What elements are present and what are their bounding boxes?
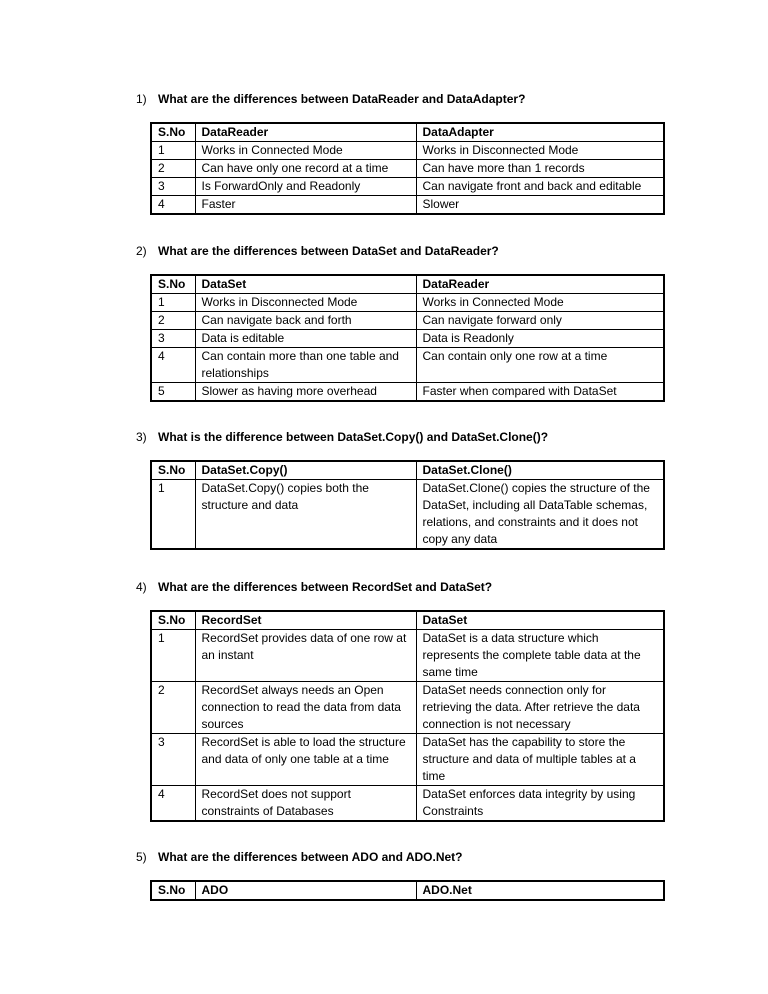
cell-sno: 2 (151, 160, 195, 178)
cell-col-b: Can have more than 1 records (416, 160, 664, 178)
cell-sno: 5 (151, 383, 195, 402)
cell-col-a: Can contain more than one table and relationships (195, 348, 416, 383)
cell-col-b: DataSet has the capability to store the structure and data of multiple tables at a time (416, 734, 664, 786)
table-row (151, 160, 664, 178)
cell-sno: 3 (151, 734, 195, 786)
cell-col-a: Faster (195, 196, 416, 215)
cell-sno: 1 (151, 480, 195, 550)
cell-sno: 3 (151, 178, 195, 196)
cell-col-a: Data is editable (195, 330, 416, 348)
table-row (151, 142, 664, 160)
header-sno: S.No (151, 881, 195, 900)
cell-sno: 1 (151, 142, 195, 160)
header-col-a: DataReader (195, 123, 416, 142)
header-col-b: DataReader (416, 275, 664, 294)
cell-sno: 4 (151, 348, 195, 383)
cell-col-a: RecordSet does not support constraints of Databases (195, 786, 416, 822)
question-2 (136, 244, 499, 258)
table-row (151, 330, 664, 348)
cell-col-b: DataSet.Clone() copies the structure of the DataSet, including all DataTable schemas, relations, and constraints and it does not copy any data (416, 480, 664, 550)
cell-col-b: Can navigate forward only (416, 312, 664, 330)
header-col-b: DataSet (416, 611, 664, 630)
header-sno: S.No (151, 611, 195, 630)
cell-sno: 2 (151, 682, 195, 734)
header-col-a: RecordSet (195, 611, 416, 630)
table-header-row (151, 123, 664, 142)
comparison-table-5 (150, 880, 665, 901)
question-text: What is the difference between DataSet.Copy() and DataSet.Clone()? (158, 430, 549, 444)
table-row (151, 480, 664, 550)
cell-col-b: Works in Disconnected Mode (416, 142, 664, 160)
header-col-a: DataSet (195, 275, 416, 294)
cell-col-b: Slower (416, 196, 664, 215)
table-row (151, 786, 664, 822)
cell-col-a: DataSet.Copy() copies both the structure and data (195, 480, 416, 550)
cell-col-b: DataSet enforces data integrity by using Constraints (416, 786, 664, 822)
cell-col-b: DataSet needs connection only for retrieving the data. After retrieve the data connection is not necessary (416, 682, 664, 734)
question-1 (136, 92, 525, 106)
cell-col-a: RecordSet always needs an Open connection to read the data from data sources (195, 682, 416, 734)
cell-sno: 3 (151, 330, 195, 348)
table-row (151, 348, 664, 383)
table-row (151, 383, 664, 402)
question-number: 1) (136, 92, 147, 106)
cell-col-b: Data is Readonly (416, 330, 664, 348)
cell-sno: 2 (151, 312, 195, 330)
question-number: 2) (136, 244, 147, 258)
cell-sno: 1 (151, 294, 195, 312)
question-text: What are the differences between RecordSet and DataSet? (158, 580, 493, 594)
header-sno: S.No (151, 123, 195, 142)
header-sno: S.No (151, 275, 195, 294)
table-row (151, 196, 664, 215)
header-col-b: DataSet.Clone() (416, 461, 664, 480)
table-header-row (151, 461, 664, 480)
question-text: What are the differences between DataSet and DataReader? (158, 244, 499, 258)
cell-col-a: RecordSet is able to load the structure and data of only one table at a time (195, 734, 416, 786)
comparison-table-2 (150, 274, 665, 402)
question-number: 3) (136, 430, 147, 444)
question-text: What are the differences between ADO and ADO.Net? (158, 850, 463, 864)
question-4 (136, 580, 492, 594)
question-number: 5) (136, 850, 147, 864)
question-5 (136, 850, 463, 864)
cell-col-a: Can have only one record at a time (195, 160, 416, 178)
cell-sno: 4 (151, 196, 195, 215)
header-col-b: ADO.Net (416, 881, 664, 900)
cell-col-b: Can contain only one row at a time (416, 348, 664, 383)
table-header-row (151, 275, 664, 294)
cell-col-b: Works in Connected Mode (416, 294, 664, 312)
question-number: 4) (136, 580, 147, 594)
cell-col-b: Can navigate front and back and editable (416, 178, 664, 196)
cell-col-b: Faster when compared with DataSet (416, 383, 664, 402)
header-col-b: DataAdapter (416, 123, 664, 142)
comparison-table-1 (150, 122, 665, 215)
cell-col-a: Slower as having more overhead (195, 383, 416, 402)
table-header-row (151, 611, 664, 630)
table-row (151, 312, 664, 330)
table-row (151, 294, 664, 312)
table-row (151, 178, 664, 196)
cell-sno: 4 (151, 786, 195, 822)
table-row (151, 630, 664, 682)
cell-col-a: Can navigate back and forth (195, 312, 416, 330)
header-col-a: ADO (195, 881, 416, 900)
table-row (151, 734, 664, 786)
header-col-a: DataSet.Copy() (195, 461, 416, 480)
comparison-table-4 (150, 610, 665, 822)
question-3 (136, 430, 548, 444)
cell-sno: 1 (151, 630, 195, 682)
cell-col-a: Works in Disconnected Mode (195, 294, 416, 312)
comparison-table-3 (150, 460, 665, 550)
header-sno: S.No (151, 461, 195, 480)
question-text: What are the differences between DataReader and DataAdapter? (158, 92, 526, 106)
table-header-row (151, 881, 664, 900)
cell-col-a: Is ForwardOnly and Readonly (195, 178, 416, 196)
cell-col-a: RecordSet provides data of one row at an instant (195, 630, 416, 682)
cell-col-b: DataSet is a data structure which represents the complete table data at the same time (416, 630, 664, 682)
cell-col-a: Works in Connected Mode (195, 142, 416, 160)
table-row (151, 682, 664, 734)
